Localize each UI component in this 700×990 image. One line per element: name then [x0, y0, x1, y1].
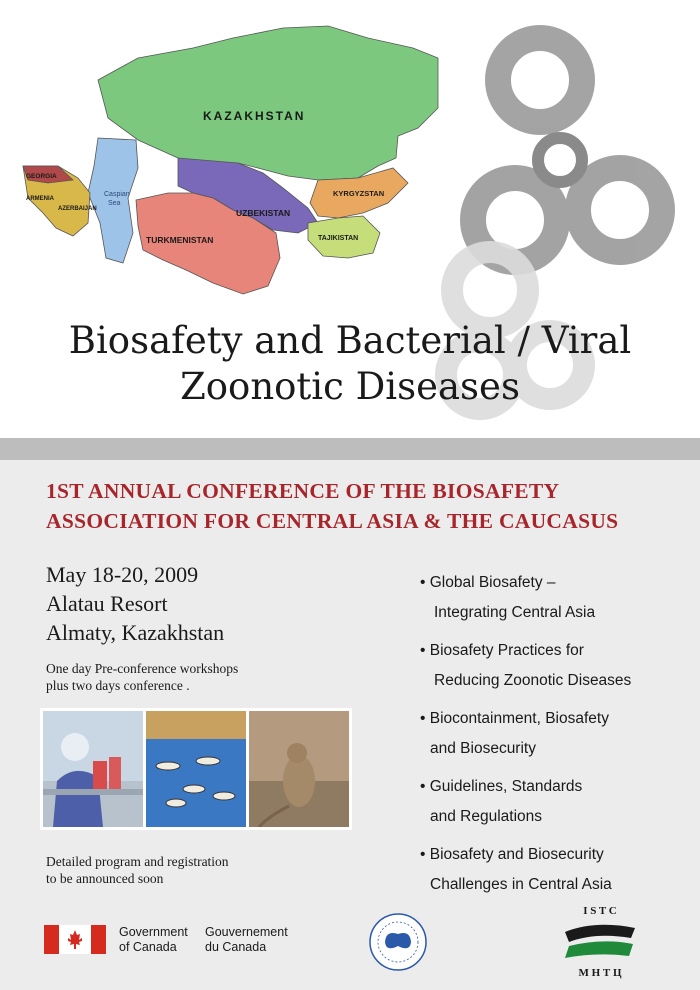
topic-line: • Guidelines, Standards — [420, 778, 583, 795]
istc-cyrillic-text: М Н Т Ц — [578, 967, 622, 979]
map-label-kyrgyzstan: KYRGYZSTAN — [333, 189, 385, 198]
title-line-1: Biosafety and Bacterial / Viral — [68, 319, 632, 362]
map-label-sea: Sea — [108, 200, 121, 207]
topic-line: Integrating Central Asia — [434, 604, 596, 621]
conference-heading — [46, 476, 666, 536]
title-line-2: Zoonotic Diseases — [180, 365, 520, 408]
topic-line: • Global Biosafety – — [420, 574, 556, 591]
conference-line-2: ASSOCIATION FOR CENTRAL ASIA & THE CAUCASUS — [46, 509, 619, 533]
poster-header — [0, 0, 700, 440]
sponsor-text: Gouvernement — [205, 925, 288, 939]
istc-latin-text: I S T C — [583, 905, 617, 917]
conference-line-1: 1ST ANNUAL CONFERENCE OF THE BIOSAFETY — [46, 479, 560, 503]
event-city: Almaty, Kazakhstan — [46, 620, 225, 645]
sponsor-text: Government — [119, 925, 188, 939]
topic-item — [420, 704, 690, 764]
preconference-note — [46, 660, 238, 694]
registration-line-1: Detailed program and registration — [46, 854, 229, 869]
research-center-seal-icon — [368, 912, 428, 972]
photo-lab-worker — [43, 711, 143, 827]
sponsor-text: du Canada — [205, 940, 267, 954]
topic-line: • Biosafety and Biosecurity — [420, 846, 604, 863]
map-label-caspian: Caspian — [104, 191, 130, 198]
preconference-line-1: One day Pre-conference workshops — [46, 661, 239, 676]
canada-english-name — [119, 925, 188, 955]
central-asia-map — [18, 18, 448, 308]
map-label-georgia: GEORGIA — [26, 173, 57, 180]
map-label-uzbekistan: UZBEKISTAN — [236, 208, 291, 218]
topic-line: • Biosafety Practices for — [420, 642, 584, 659]
photo-gerbil — [249, 711, 349, 827]
map-label-tajikistan: TAJIKISTAN — [318, 235, 359, 242]
photo-strip — [40, 708, 352, 830]
topic-line: Challenges in Central Asia — [430, 876, 612, 893]
divider-band — [0, 438, 700, 460]
preconference-line-2: plus two days conference . — [46, 678, 190, 693]
topic-line: and Biosecurity — [430, 740, 536, 757]
topic-item — [420, 840, 690, 900]
sponsor-text: of Canada — [119, 940, 177, 954]
topic-item — [420, 568, 690, 628]
canada-french-name — [205, 925, 288, 955]
topic-line: • Biocontainment, Biosafety — [420, 710, 609, 727]
photo-ducks — [146, 711, 246, 827]
event-details — [46, 560, 224, 647]
map-label-armenia: ARMENIA — [26, 196, 54, 202]
istc-logo-icon — [555, 902, 645, 980]
topic-line: and Regulations — [430, 808, 543, 825]
map-label-azerbaijan: AZERBAIJAN — [58, 206, 97, 212]
canada-flag-icon — [44, 925, 106, 954]
map-label-turkmenistan: TURKMENISTAN — [146, 235, 214, 245]
topic-line: Reducing Zoonotic Diseases — [434, 672, 632, 689]
registration-note — [46, 853, 229, 887]
map-label-kazakhstan: KAZAKHSTAN — [203, 109, 306, 123]
topic-item — [420, 636, 690, 696]
registration-line-2: to be announced soon — [46, 871, 164, 886]
event-venue: Alatau Resort — [46, 591, 168, 616]
poster-title — [0, 318, 700, 410]
event-date: May 18-20, 2009 — [46, 562, 199, 587]
topic-item — [420, 772, 690, 832]
topic-list — [420, 568, 690, 908]
